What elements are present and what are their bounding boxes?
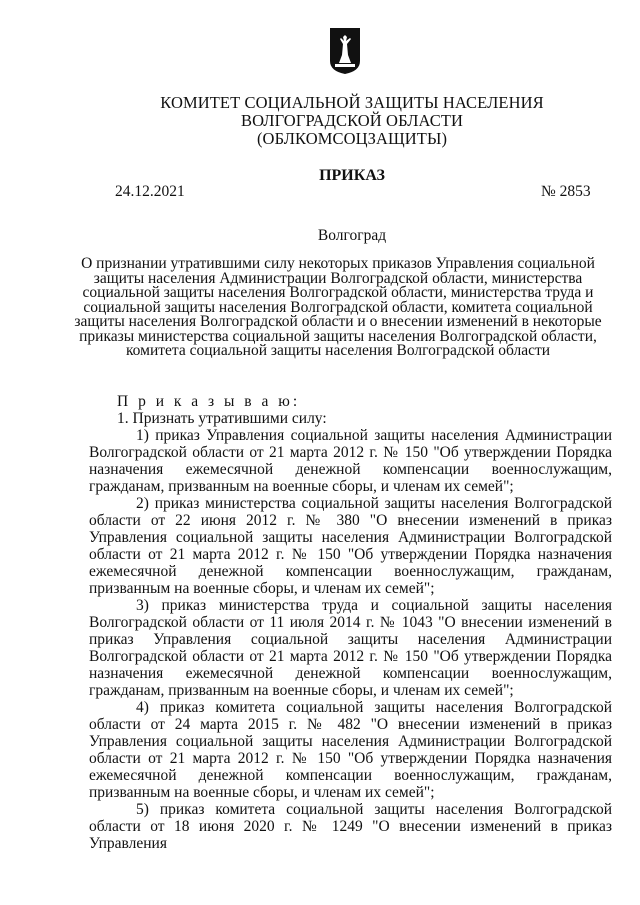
subclause-3: 3) приказ министерства труда и социальной защиты населения Волгоградской области от 11 июля 2014 г. № 1043 "О внесении изменений в приказ Управления социальной защиты населения Администрации Волгоградской области от 21 марта 2012 г. № 150 "Об утверждении Порядка назначения ежемесячной денежной компенсации военнослужащим, гражданам, призванным на военные сборы, и членам их семей";	[89, 597, 612, 699]
document-number: № 2853	[541, 183, 591, 200]
header-line-1: КОМИТЕТ СОЦИАЛЬНОЙ ЗАЩИТЫ НАСЕЛЕНИЯ	[160, 93, 544, 112]
order-lead: П р и к а з ы в а ю:	[117, 393, 301, 410]
subclause-4: 4) приказ комитета социальной защиты населения Волгоградской области от 24 марта 2015 г. № 482 "О внесении изменений в приказ Управления социальной защиты населения Администрации Волгоградской области от 21 марта 2012 г. № 150 "Об утверждении Порядка назначения ежемесячной денежной компенсации военнослужащим, гражданам, призванным на военные сборы, и членам их семей";	[89, 699, 612, 801]
subclause-2: 2) приказ министерства социальной защиты населения Волгоградской области от 22 июня 2012 г. № 380 "О внесении изменений в приказ Управления социальной защиты населения Администрации Волгоградской области от 21 марта 2012 г. № 150 "Об утверждении Порядка назначения ежемесячной денежной компенсации военнослужащим, гражданам, призванным на военные сборы, и членам их семей";	[89, 495, 612, 597]
clause-1: 1. Признать утратившими силу:	[117, 410, 327, 427]
document-city: Волгоград	[317, 227, 387, 244]
header-line-2: ВОЛГОГРАДСКОЙ ОБЛАСТИ	[240, 111, 464, 130]
subclause-5: 5) приказ комитета социальной защиты населения Волгоградской области от 18 июня 2020 г. № 1249 "О внесении изменений в приказ Управления	[89, 801, 612, 852]
organization-header	[0, 94, 640, 148]
document-date: 24.12.2021	[115, 183, 185, 200]
document-title: ПРИКАЗ	[319, 167, 385, 184]
volgograd-emblem-icon	[329, 27, 361, 75]
subclause-1: 1) приказ Управления социальной защиты населения Администрации Волгоградской области от 21 марта 2012 г. № 150 "Об утверждении Порядка назначения ежемесячной денежной компенсации военнослужащим, гражданам, призванным на военные сборы, и членам их семей";	[89, 427, 612, 495]
header-line-3: (ОБЛКОМСОЦЗАЩИТЫ)	[256, 129, 448, 148]
document-subject: О признании утратившими силу некоторых приказов Управления социальной защиты населения Администрации Волгоградской области, министерства социальной защиты населения Волгоградской области, министерства труда и социальной защиты населения Волгоградской области, комитета социальной защиты населения Волгоградской области и о внесении изменений в некоторые приказы министерства социальной защиты населения Волгоградской области, комитета социальной защиты населения Волгоградской области	[74, 255, 602, 359]
document-body	[89, 393, 612, 852]
